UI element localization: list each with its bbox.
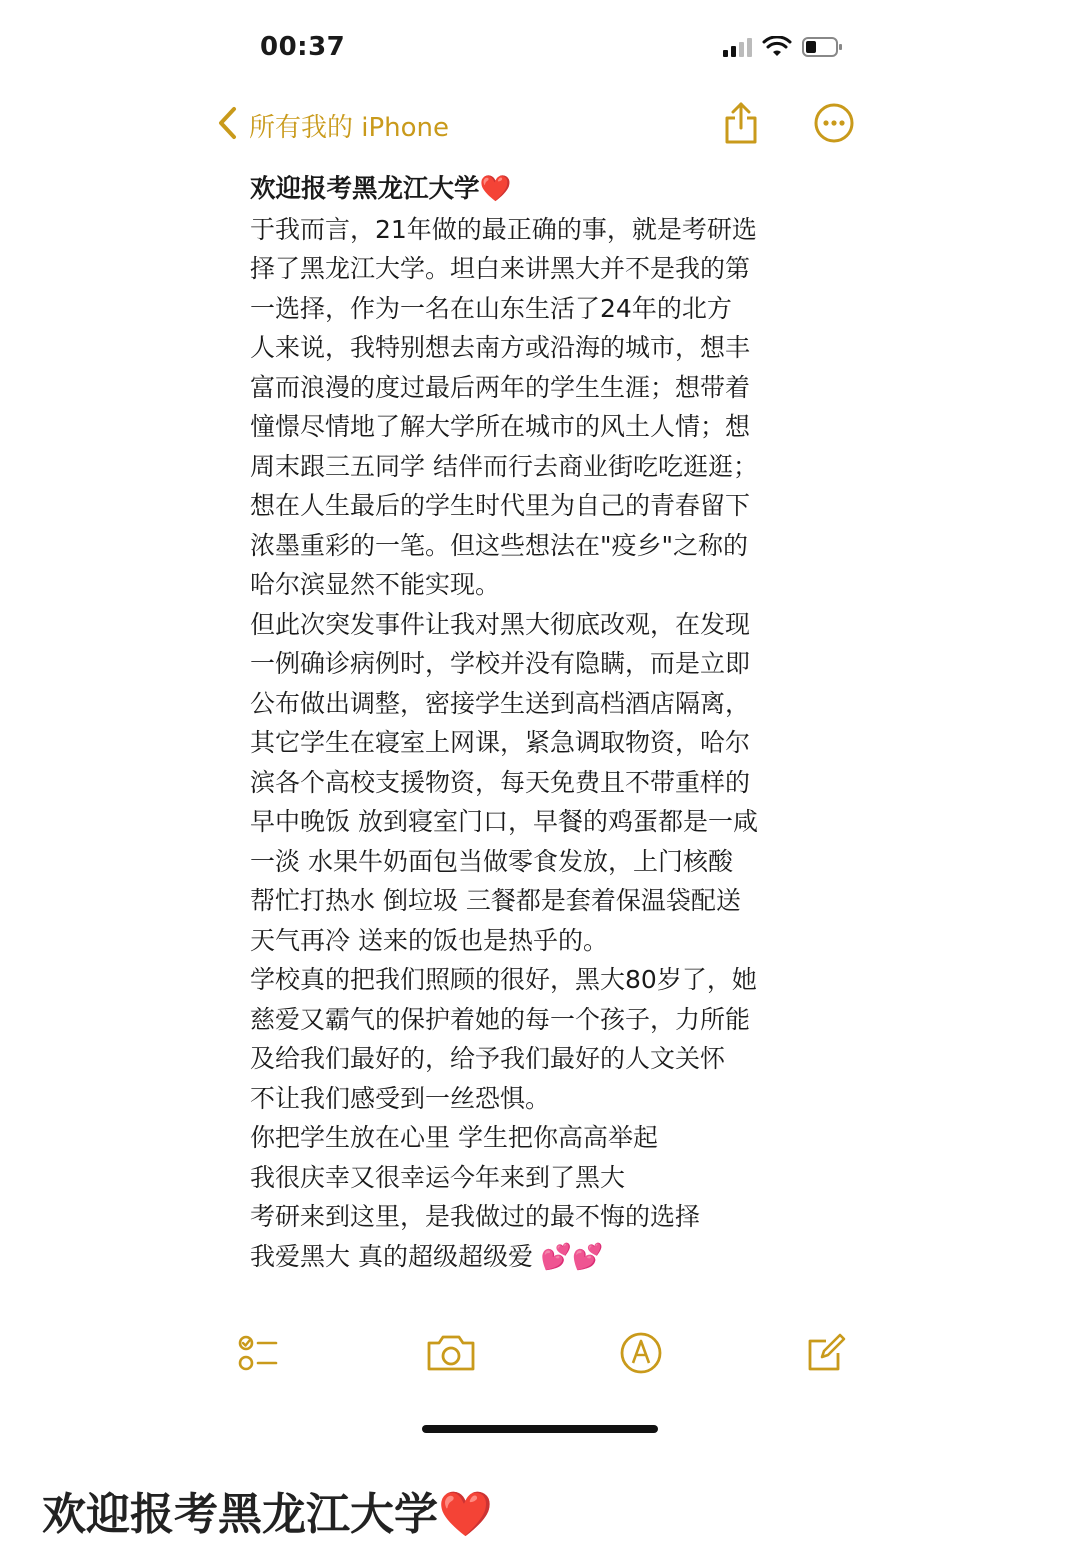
note-line: 我很庆幸又很幸运今年来到了黑大 [250,1162,626,1192]
wifi-icon [762,36,792,62]
note-line: 人来说，我特别想去南方或沿海的城市，想丰 [250,333,751,362]
note-line: 滨各个高校支援物资，每天免费且不带重样的 [250,767,751,797]
status-time: 00:37 [260,32,346,62]
note-line: 想在人生最后的学生时代里为自己的青春留下 [250,491,751,520]
note-line: 不让我们感受到一丝恐惧。 [250,1083,551,1113]
note-line: 我爱黑大 真的超级超级爱 💕💕 [250,1241,604,1271]
note-line: 周末跟三五同学 结伴而行去商业街吃吃逛逛； [250,451,758,481]
markup-icon[interactable] [613,1325,669,1381]
note-line: 学校真的把我们照顾的很好，黑大80岁了，她 [250,965,757,994]
status-bar [230,30,850,70]
note-line: 慈爱又霸气的保护着她的每一个孩子，力所能 [250,1004,751,1034]
note-title: 欢迎报考黑龙江大学❤️ [250,174,512,204]
note-line: 哈尔滨显然不能实现。 [250,570,501,599]
nav-bar [215,100,855,150]
status-icons [722,36,844,62]
note-line: 及给我们最好的，给予我们最好的人文关怀 [250,1044,726,1073]
note-line: 考研来到这里，是我做过的最不悔的选择 [250,1202,701,1231]
note-line: 于我而言，21年做的最正确的事，就是考研选 [250,214,757,244]
note-line: 但此次突发事件让我对黑大彻底改观，在发现 [250,609,751,639]
back-label: 所有我的 iPhone [249,112,450,143]
home-indicator[interactable] [422,1425,658,1433]
compose-icon[interactable] [798,1325,854,1381]
note-line: 早中晚饭 放到寝室门口，早餐的鸡蛋都是一咸 [250,807,758,836]
camera-icon[interactable] [423,1325,479,1381]
chevron-left-icon [215,105,241,145]
bottom-toolbar [230,1325,850,1385]
note-line: 天气再冷 送来的饭也是热乎的。 [250,925,608,955]
note-line: 你把学生放在心里 学生把你高高举起 [250,1123,658,1152]
note-line: 公布做出调整，密接学生送到高档酒店隔离， [250,688,751,718]
note-line: 一淡 水果牛奶面包当做零食发放，上门核酸 [250,846,733,876]
note-line: 一例确诊病例时，学校并没有隐瞒，而是立即 [250,649,751,678]
note-line: 一选择，作为一名在山东生活了24年的北方 [250,293,732,323]
share-icon[interactable] [721,100,761,150]
nav-actions [721,100,855,150]
note-line: 憧憬尽情地了解大学所在城市的风土人情；想 [250,412,751,441]
note-line: 择了黑龙江大学。坦白来讲黑大并不是我的第 [250,254,751,283]
note-line: 其它学生在寝室上网课，紧急调取物资，哈尔 [250,728,751,757]
note-line: 富而浪漫的度过最后两年的学生生涯；想带着 [250,372,751,402]
note-line: 帮忙打热水 倒垃圾 三餐都是套着保温袋配送 [250,886,741,915]
signal-icon [722,36,752,62]
checklist-icon[interactable] [230,1325,286,1381]
note-body[interactable] [250,170,830,1276]
post-caption: 欢迎报考黑龙江大学❤️ [42,1489,493,1540]
battery-icon [802,36,844,62]
back-button[interactable] [215,100,449,150]
note-line: 浓墨重彩的一笔。但这些想法在"疫乡"之称的 [250,530,748,560]
more-icon[interactable] [813,102,855,148]
